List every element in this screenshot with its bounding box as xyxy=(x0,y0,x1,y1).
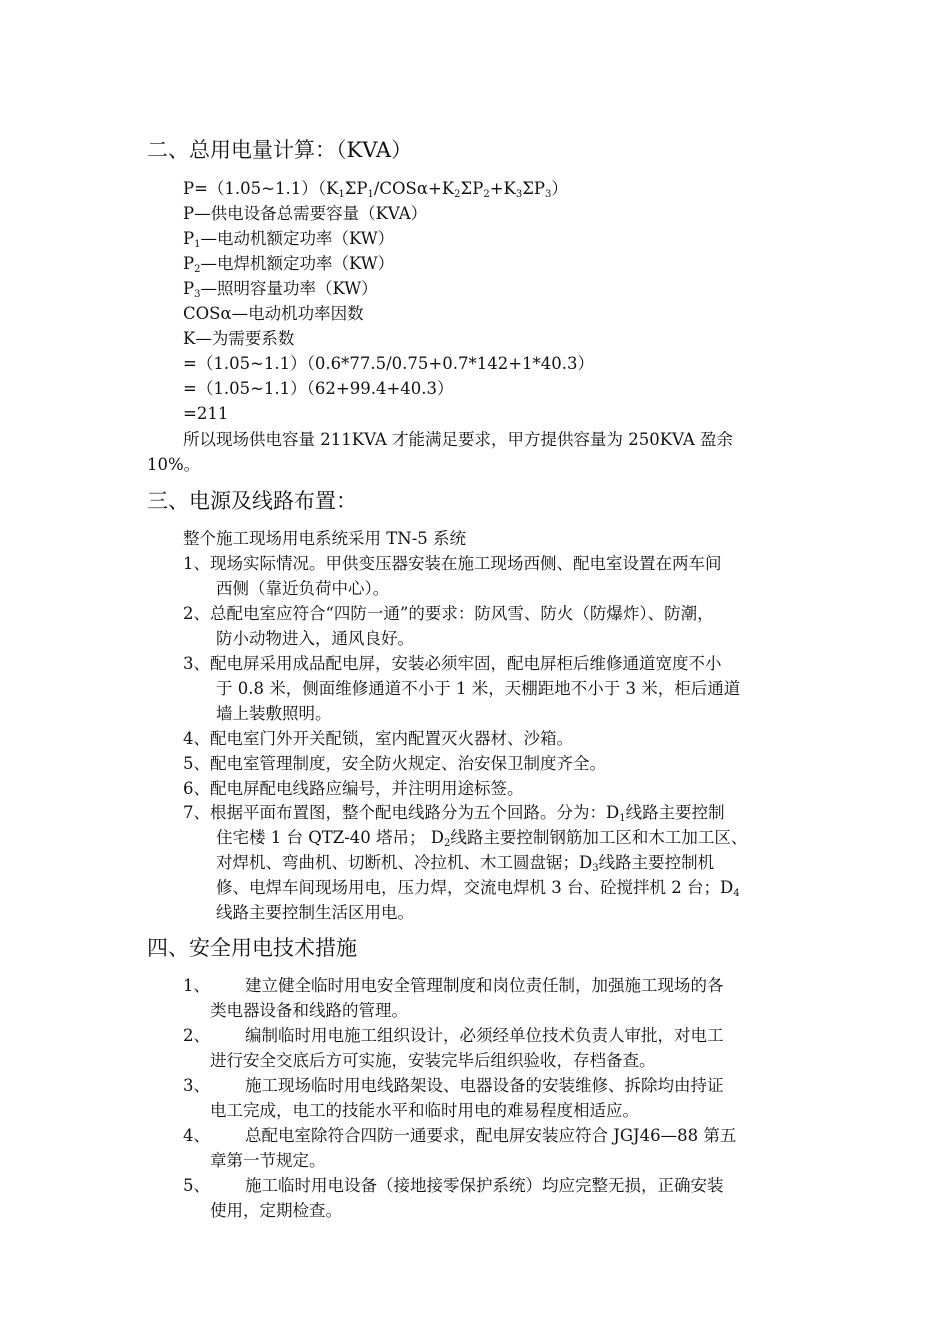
conclusion-line-2: 10%。 xyxy=(147,455,201,474)
definition-p2: $P_2—$电焊机额定功率（KW） xyxy=(183,254,395,275)
measure-2: 2、 编制临时用电施工组织设计，必须经单位技术负责人审批，对电工 xyxy=(183,1026,724,1045)
conclusion-line-1: 所以现场供电容量 211KVA 才能满足要求，甲方提供容量为 250KVA 盈余 xyxy=(183,430,734,449)
calculation-step-2: =（1.05~1.1）（62+99.4+40.3） xyxy=(183,379,454,398)
measure-1-cont: 类电器设备和线路的管理。 xyxy=(210,1001,408,1020)
list-item-2-cont: 防小动物进入，通风良好。 xyxy=(216,629,414,648)
list-item-7: 7、根据平面布置图，整个配电线路分为五个回路。分为：$D_1$线路主要控制 xyxy=(183,803,725,824)
definition-p1: $P_1—$电动机额定功率（KW） xyxy=(183,229,395,250)
measure-2-cont: 进行安全交底后方可实施，安装完毕后组织验收，存档备查。 xyxy=(210,1051,656,1070)
measure-4-cont: 章第一节规定。 xyxy=(210,1151,326,1170)
list-item-5: 5、配电室管理制度，安全防火规定、治安保卫制度齐全。 xyxy=(183,754,606,773)
list-item-7-cont-2: 对焊机、弯曲机、切断机、冷拉机、木工圆盘锯；$D_3$线路主要控制机 xyxy=(216,853,715,874)
calculation-step-1: =（1.05~1.1）（0.6*77.5/0.75+0.7*142+1*40.3） xyxy=(183,354,595,373)
measure-3: 3、 施工现场临时用电线路架设、电器设备的安装维修、拆除均由持证 xyxy=(183,1076,724,1095)
formula-line: $P=(1.05\sim 1.1)(K_1\Sigma P_1/COS\alpha+K_2\Sigma P_2+K_3\Sigma P_3)$ xyxy=(183,179,568,200)
definition-p3: $P_3—$照明容量功率（KW） xyxy=(183,279,378,300)
list-item-3-cont-1: 于 0.8 米，侧面维修通道不小于 1 米，天棚距地不小于 3 米，柜后通道 xyxy=(216,679,741,698)
measure-1: 1、 建立健全临时用电安全管理制度和岗位责任制，加强施工现场的各 xyxy=(183,976,724,995)
calculation-result: =211 xyxy=(183,404,229,423)
definition-p: P—供电设备总需要容量（KVA） xyxy=(183,204,428,223)
measure-3-cont: 电工完成，电工的技能水平和临时用电的难易程度相适应。 xyxy=(210,1101,639,1120)
list-item-3: 3、配电屏采用成品配电屏，安装必须牢固，配电屏柜后维修通道宽度不小 xyxy=(183,654,722,673)
definition-k: K—为需要系数 xyxy=(183,329,295,348)
list-item-7-cont-3: 修、电焊车间现场用电，压力焊，交流电焊机 3 台、砼搅拌机 2 台；$D_4$ xyxy=(216,878,740,899)
section-4-heading: 四、安全用电技术措施 xyxy=(147,936,357,960)
list-item-6: 6、配电屏配电线路应编号，并注明用途标签。 xyxy=(183,779,524,798)
definition-cos: COSα—电动机功率因数 xyxy=(183,304,364,323)
list-item-7-cont-1: 住宅楼 1 台 QTZ-40 塔吊； $D_2$线路主要控制钢筋加工区和木工加工区、 xyxy=(216,828,748,849)
section-3-intro: 整个施工现场用电系统采用 TN-5 系统 xyxy=(183,529,467,548)
section-2-heading: 二、总用电量计算：（KVA） xyxy=(147,138,413,162)
measure-5: 5、 施工临时用电设备（接地接零保护系统）均应完整无损，正确安装 xyxy=(183,1176,724,1195)
list-item-1-cont: 西侧（靠近负荷中心）。 xyxy=(216,579,390,598)
section-3-heading: 三、电源及线路布置： xyxy=(147,489,357,513)
list-item-3-cont-2: 墙上装敷照明。 xyxy=(216,704,332,723)
measure-4: 4、 总配电室除符合四防一通要求，配电屏安装应符合 JGJ46—88 第五 xyxy=(183,1126,737,1145)
list-item-4: 4、配电室门外开关配锁，室内配置灭火器材、沙箱。 xyxy=(183,729,573,748)
list-item-2: 2、总配电室应符合“四防一通”的要求：防风雪、防火（防爆炸）、防潮， xyxy=(183,604,714,623)
list-item-1: 1、现场实际情况。甲供变压器安装在施工现场西侧、配电室设置在两车间 xyxy=(183,554,722,573)
list-item-7-cont-4: 线路主要控制生活区用电。 xyxy=(216,903,414,922)
measure-5-cont: 使用，定期检查。 xyxy=(210,1201,342,1220)
